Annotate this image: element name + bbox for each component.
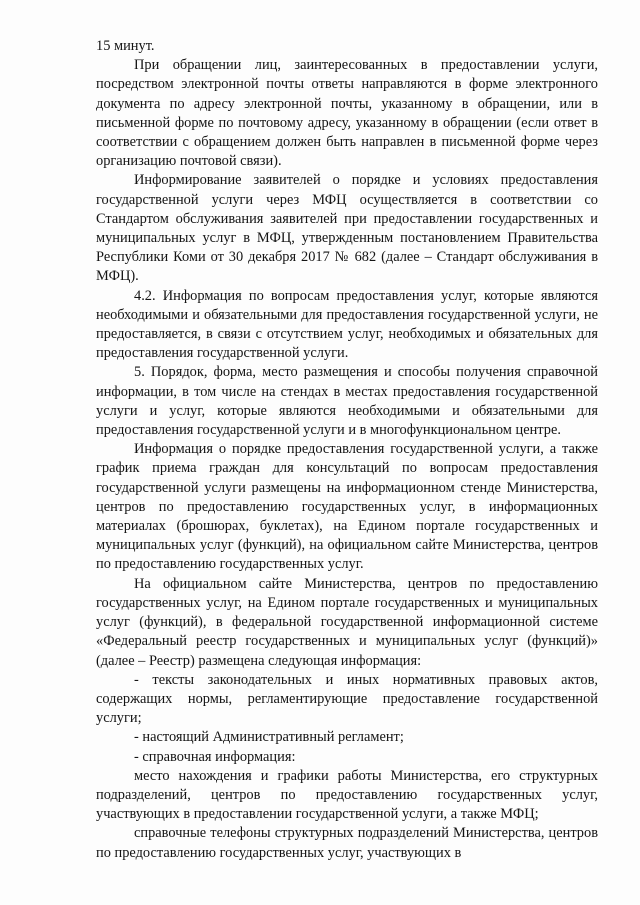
paragraph-section-4-2: 4.2. Информация по вопросам предоставления услуг, которые являются необходимыми и обязательными для предоставления государственной услуги, не предоставляется, в связи с отсутствием услуг, необходимых и обязательных для предоставления государственной услуги. bbox=[96, 287, 598, 362]
list-item-regulation: - настоящий Административный регламент; bbox=[134, 729, 404, 746]
paragraph-location-schedule: место нахождения и графики работы Министерства, его структурных подразделений, центров по предоставлению государственных услуг, участвующих в предоставлении государственной услуги, а также МФЦ; bbox=[96, 767, 598, 823]
paragraph-mfc-informing: Информирование заявителей о порядке и условиях предоставления государственной услуги через МФЦ осуществляется в соответствии со Стандартом обслуживания заявителей при предоставлении государственных и муниципальных услуг в МФЦ, утвержденным постановлением Правительства Республики Коми от 30 декабря 2017 № 682 (далее – Стандарт обслуживания в МФЦ). bbox=[96, 172, 598, 285]
list-item-legal-acts: - тексты законодательных и иных нормативных правовых актов, содержащих нормы, регламентирующие предоставление государственной услуги; bbox=[96, 671, 598, 727]
paragraph-procedure-info: Информация о порядке предоставления государственной услуги, а также график приема граждан для консультаций по вопросам предоставления государственной услуги размещены на информационном стенде Министерства, центров по предоставлению государственных услуг, в информационных материалах (брошюрах, буклетах), на Едином портале государственных и муниципальных услуг (функций), на официальном сайте Министерства, центров по предоставлению государственных услуг. bbox=[96, 441, 598, 573]
paragraph-reference-phones: справочные телефоны структурных подразделений Министерства, центров по предоставлению государственных услуг, участвующих в bbox=[96, 825, 598, 861]
document-body bbox=[96, 37, 598, 863]
paragraph-official-site: На официальном сайте Министерства, центров по предоставлению государственных услуг, на Едином портале государственных и муниципальных услуг (функций), в федеральной государственной информационной системе «Федеральный реестр государственных и муниципальных услуг (функций)» (далее – Реестр) размещена следующая информация: bbox=[96, 575, 598, 669]
list-item-reference-info: - справочная информация: bbox=[134, 748, 296, 765]
paragraph-email-responses: При обращении лиц, заинтересованных в предоставлении услуги, посредством электронной почты ответы направляются в форме электронного документа по адресу электронной почты, указанному в обращении, или в письменной форме по почтовому адресу, указанному в обращении (если ответ в соответствии с обращением должен быть направлен в письменной форме через организацию почтовой связи). bbox=[96, 57, 598, 170]
paragraph-section-5: 5. Порядок, форма, место размещения и способы получения справочной информации, в том числе на стендах в местах предоставления государственной услуги и услуг, которые являются необходимыми и обязательными для предоставления государственной услуги и в многофункциональном центре. bbox=[96, 364, 598, 439]
paragraph-continuation: 15 минут. bbox=[96, 38, 155, 54]
